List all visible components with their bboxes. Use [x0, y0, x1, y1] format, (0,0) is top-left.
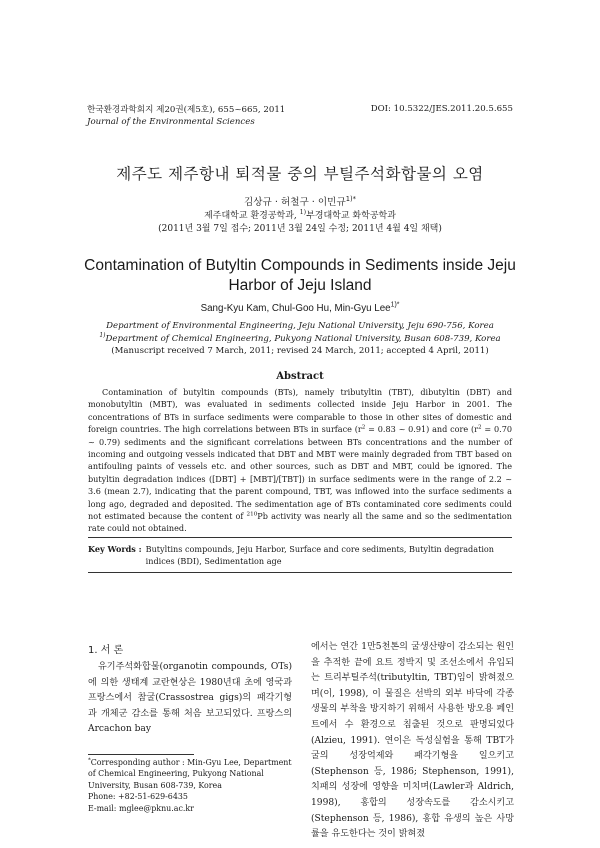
intro-right-column: 에서는 연간 1만5천톤의 굴생산량이 감소되는 원인을 추적한 끝에 요트 정박지 및 조선소에서 유입되는 트리부틸주석(tributyltin, TBT)임이 밝혀졌으며(이, 1998), 이 물질은 선박의 외부 바닥에 각종 생물의 부착을 방지하기 위해서 사용한 방오용 페인트에서 수 환경으로 침출된 것으로 판명되었다(Alzieu, 1991). 연이은 독성실험을 통해 TBT가 굴의 성장억제와 패각기형을 일으키고(Stephenson 등, 1986; Stephenson, 1991), 치패의 성장에 영향을 미치며(Lawler과 Aldrich, 1998), 홍합의 성장속도를 감소시키고(Stephenson 등, 1986), 홍합 유생의 높은 사망률을 유도한다는 것이 밝혀졌	[311, 642, 514, 840]
journal-name-en: Journal of the Environmental Sciences	[87, 117, 255, 127]
abstract-part-2: = 0.83 ~ 0.91) and core (r	[365, 424, 478, 435]
keywords-top-rule	[88, 537, 512, 538]
abstract-body	[88, 386, 512, 535]
journal-header	[87, 104, 285, 128]
english-authors	[0, 303, 600, 314]
english-author-mark: 1)*	[390, 301, 400, 309]
english-dates: (Manuscript received 7 March, 2011; revised 24 March, 2011; accepted 4 April, 2011)	[111, 346, 489, 356]
korean-author-names: 김상규 · 허철구 · 이민규	[244, 197, 346, 208]
english-title: Contamination of Butyltin Compounds in Sediments inside Jeju Harbor of Jeju Island	[84, 257, 516, 294]
kr-affil-2: 부경대학교 화학공학과	[306, 211, 396, 221]
keywords-label: Key Words :	[88, 544, 142, 554]
abstract-sup-2: 2	[478, 424, 482, 431]
kr-affil-1: 제주대학교 환경공학과,	[204, 211, 300, 221]
en-affil-2: Department of Chemical Engineering, Pukyong National University, Busan 608-739, Korea	[105, 333, 501, 344]
kr-affil-mark: 1)	[299, 209, 307, 216]
footnote-rule	[88, 754, 194, 755]
abstract-part-4: Pb activity was nearly all the same and so the sedimentation rate could not obtained.	[88, 511, 512, 534]
abstract-part-1: Contamination of butyltin compounds (BTs), namely tributyltin (TBT), dibutyltin (DBT) and monobutyltin (MBT), was evaluated in sediments collected inside Jeju Harbor in 2001. The concentrations of BTs in surface sediments were comparable to those in other sites of domestic and foreign countries. The high correlations between BTs in surface (r	[88, 387, 512, 435]
keywords-text: Butyltins compounds, Jeju Harbor, Surface and core sediments, Butyltin degradation indices (BDI), Sedimentation age	[145, 544, 494, 567]
en-affil-1: Department of Environmental Engineering, Jeju National University, Jeju 690-756, Korea	[106, 321, 494, 331]
keywords	[88, 543, 512, 568]
keywords-bottom-rule	[88, 572, 512, 573]
abstract-heading: Abstract	[276, 371, 324, 382]
footnote-mark: *	[88, 757, 91, 764]
doi[interactable]: DOI: 10.5322/JES.2011.20.5.655	[370, 104, 513, 114]
korean-authors	[0, 194, 600, 208]
korean-affiliation	[0, 210, 600, 236]
abstract-sup-1: 2	[361, 424, 366, 431]
footnote-email[interactable]: E-mail: mglee@pknu.ac.kr	[88, 803, 194, 813]
korean-dates: (2011년 3월 7일 접수; 2011년 3월 24일 수정; 2011년 4월 4일 채택)	[158, 224, 442, 234]
abstract-part-3: = 0.70 ~ 0.79) sediments and the significant correlations between BTs concentrations and the number of incoming and outgoing vessels indicated that DBT and MBT were mainly degraded from TBT based on antifouling paints of vessels etc. and other sources, such as DBT and MBT, could be ignored. The butyltin degradation indices ([DBT] + [MBT]/[TBT]) in surface sediments were in the range of 2.2 ~ 3.6 (mean 2.7), indicating that the parent compound, TBT, was inflowed into the surface sediments a long ago, degraded and deposited. The sedimentation age of BTs contaminated core sediments could not estimated because the content of	[88, 424, 512, 522]
citation-kr: 한국환경과학회지 제20권(제5호), 655~665, 2011	[87, 105, 286, 115]
intro-left-column: 유기주석화합물(organotin compounds, OTs)에 의한 생태계 교란현상은 1980년대 초에 영국과 프랑스에서 참굴(Crassostrea gigs)의 패각기형과 개체군 감소를 통해 처음 보고되었다. 프랑스의 Arcachon bay	[88, 662, 292, 735]
footnote-line-1: Corresponding author : Min-Gyu Lee, Department of Chemical Engineering, Pukyong National University, Busan 608-739, Korea	[88, 758, 292, 790]
english-affiliations	[0, 320, 600, 358]
footnote-phone: Phone: +82-51-629-6435	[88, 792, 188, 802]
korean-title: 제주도 제주항내 퇴적물 중의 부틸주석화합물의 오염	[116, 165, 484, 183]
section-heading-introduction: 1. 서 론	[88, 645, 124, 656]
corresponding-author-footnote	[88, 757, 294, 814]
en-affil-2-mark: 1)	[99, 331, 106, 339]
korean-author-mark: 1)*	[345, 194, 356, 203]
abstract-sup-3: 210	[246, 511, 258, 518]
english-author-names: Sang-Kyu Kam, Chul-Goo Hu, Min-Gyu Lee	[200, 303, 391, 314]
